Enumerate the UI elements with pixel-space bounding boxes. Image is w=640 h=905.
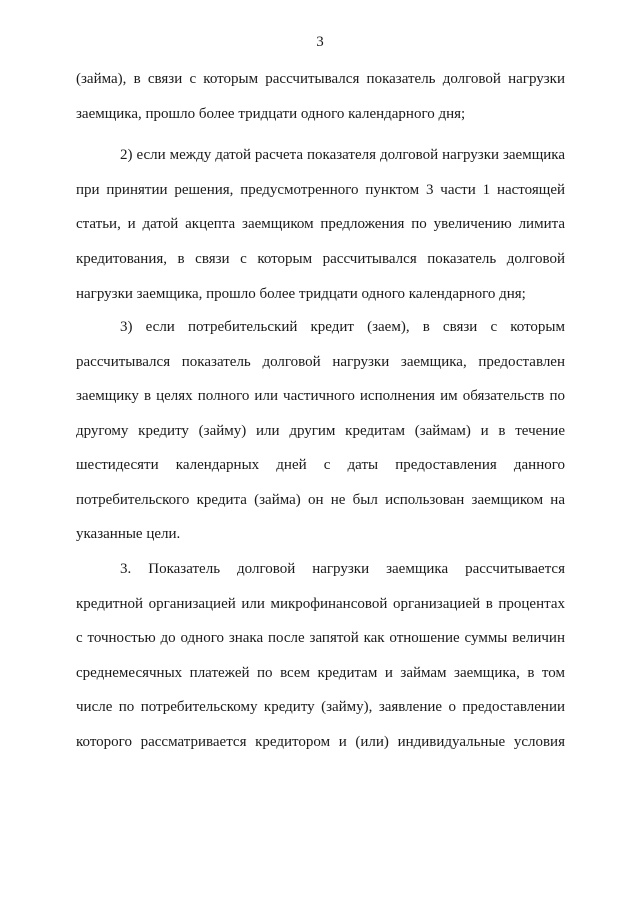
text-line: нагрузки заемщика, прошло более тридцати одного календарного дня; (76, 286, 526, 302)
text-line: кредитования, в связи с которым рассчитывался показатель долговой (76, 251, 565, 267)
text-line: рассчитывался показатель долговой нагрузки заемщика, предоставлен (76, 354, 565, 370)
text-line: с точностью до одного знака после запятой как отношение суммы величин (76, 630, 565, 646)
text-line: шестидесяти календарных дней с даты предоставления данного (76, 457, 565, 473)
text-line: (займа), в связи с которым рассчитывался показатель долговой нагрузки (76, 71, 565, 87)
text-line: 2) если между датой расчета показателя долговой нагрузки заемщика (120, 147, 565, 163)
text-line: указанные цели. (76, 526, 181, 542)
text-line: заемщику в целях полного или частичного исполнения им обязательств по (76, 388, 565, 404)
text-line: 3) если потребительский кредит (заем), в связи с которым (120, 319, 565, 335)
text-line: 3. Показатель долговой нагрузки заемщика рассчитывается (120, 561, 565, 577)
text-line: при принятии решения, предусмотренного пунктом 3 части 1 настоящей (76, 182, 565, 198)
page-number: 3 (316, 34, 324, 50)
text-line: кредитной организацией или микрофинансовой организацией в процентах (76, 596, 565, 612)
text-line: потребительского кредита (займа) он не был использован заемщиком на (76, 492, 565, 508)
text-line: статьи, и датой акцепта заемщиком предложения по увеличению лимита (76, 216, 565, 232)
text-line: заемщика, прошло более тридцати одного календарного дня; (76, 106, 466, 122)
text-line: другому кредиту (займу) или другим кредитам (займам) и в течение (76, 423, 565, 439)
text-line: числе по потребительскому кредиту (займу), заявление о предоставлении (76, 699, 565, 715)
text-line: среднемесячных платежей по всем кредитам и займам заемщика, в том (76, 665, 565, 681)
text-line: которого рассматривается кредитором и (или) индивидуальные условия (76, 734, 565, 750)
